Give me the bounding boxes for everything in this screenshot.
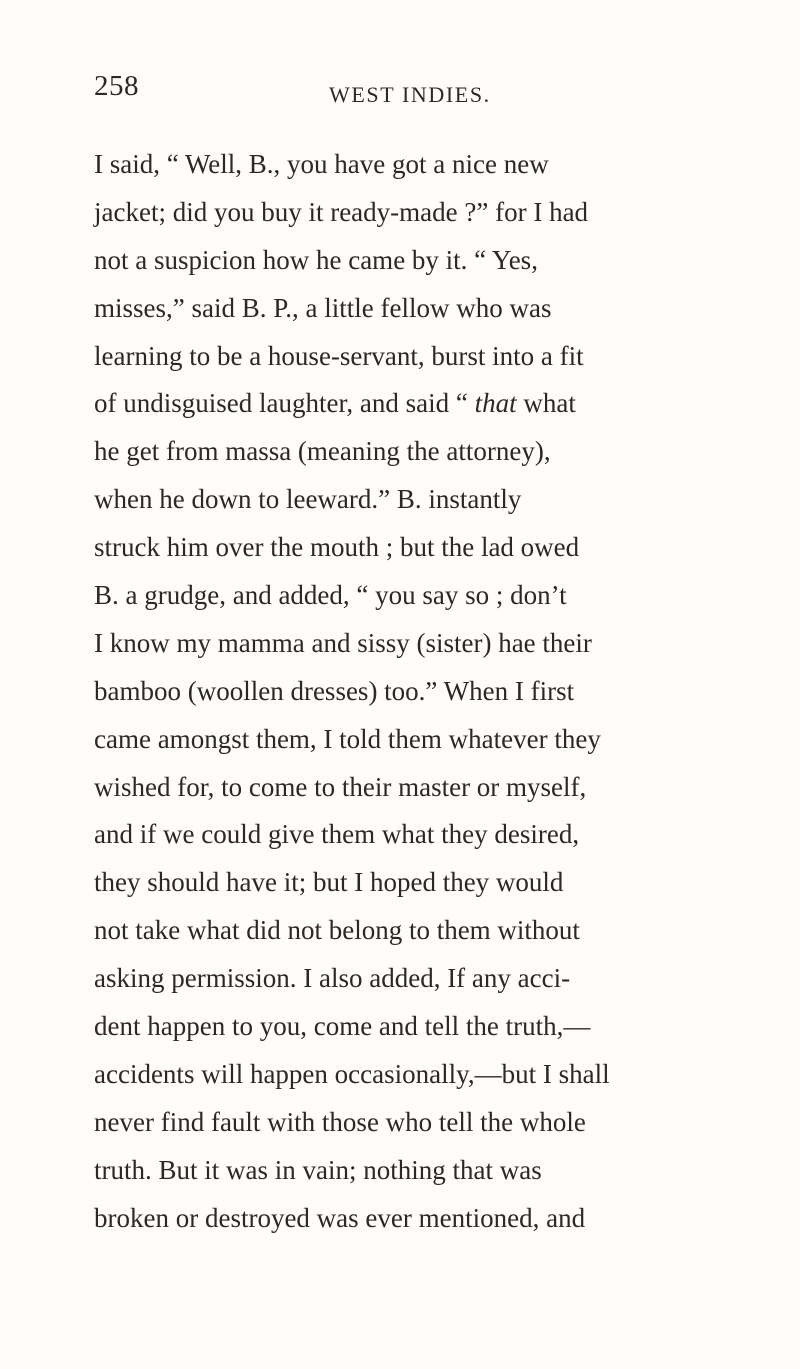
text-line: learning to be a house-servant, burst into a fit [94, 340, 584, 371]
text-line: not a suspicion how he came by it. “ Yes, [94, 244, 538, 275]
text-line: they should have it; but I hoped they would [94, 867, 564, 898]
running-head: WEST INDIES. [329, 82, 491, 107]
text-line: he get from massa (meaning the attorney), [94, 436, 551, 467]
text-line: broken or destroyed was ever mentioned, and [94, 1202, 586, 1233]
page-header [0, 70, 800, 110]
text-line: bamboo (woollen dresses) too.” When I first [94, 675, 575, 706]
text-line: came amongst them, I told them whatever they [94, 723, 601, 754]
italic-emphasis: that [474, 388, 517, 419]
text-line: accidents will happen occasionally,—but I shall [94, 1058, 610, 1089]
text-line: never find fault with those who tell the whole [94, 1106, 586, 1137]
text-line: and if we could give them what they desired, [94, 819, 580, 850]
text-line: dent happen to you, come and tell the truth,— [94, 1011, 591, 1042]
text-line: truth. But it was in vain; nothing that was [94, 1154, 542, 1185]
text-line: of undisguised laughter, and said “ that what [94, 388, 576, 419]
text-line: I said, “ Well, B., you have got a nice new [94, 149, 549, 179]
body-text [94, 141, 710, 1242]
text-line: jacket; did you buy it ready-made ?” for I had [94, 196, 589, 227]
text-line: struck him over the mouth ; but the lad owed [94, 532, 580, 563]
text-line: asking permission. I also added, If any acci- [94, 963, 571, 994]
text-line: not take what did not belong to them without [94, 915, 580, 946]
page-number: 258 [94, 70, 139, 102]
text-line: B. a grudge, and added, “ you say so ; don’t [94, 580, 567, 611]
text-line: misses,” said B. P., a little fellow who was [94, 292, 552, 323]
text-line: wished for, to come to their master or myself, [94, 771, 587, 802]
text-line: I know my mamma and sissy (sister) hae their [94, 627, 592, 658]
text-line: when he down to leeward.” B. instantly [94, 484, 522, 515]
